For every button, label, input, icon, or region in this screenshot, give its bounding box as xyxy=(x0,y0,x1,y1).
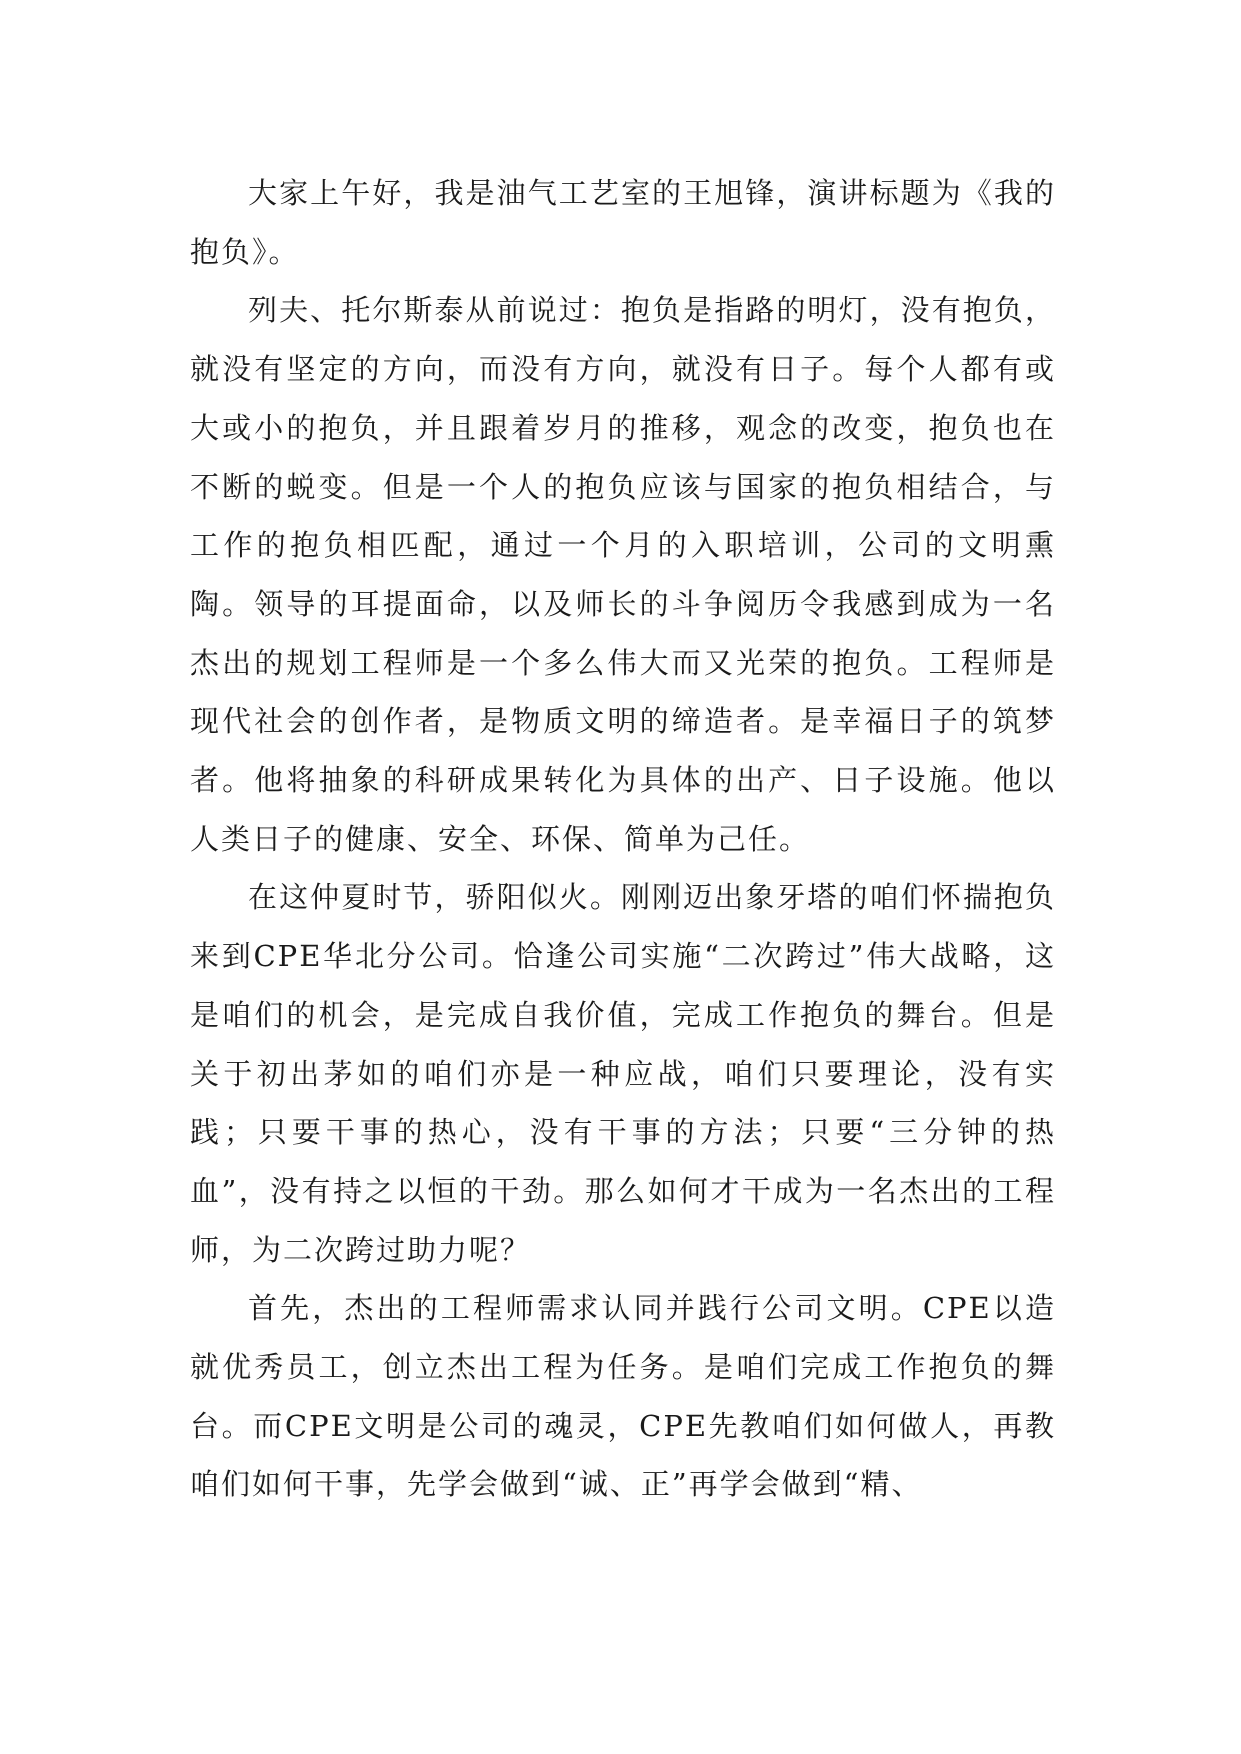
paragraph-summer-arrival: 在这仲夏时节，骄阳似火。刚刚迈出象牙塔的咱们怀揣抱负来到CPE华北分公司。恰逢公司实施“二次跨过”伟大战略，这是咱们的机会，是完成自我价值，完成工作抱负的舞台。但是关于初出茅如的咱们亦是一种应战，咱们只要理论，没有实践；只要干事的热心，没有干事的方法；只要“三分钟的热血”，没有持之以恒的干劲。那么如何才干成为一名杰出的工程师，为二次跨过助力呢？ xyxy=(190,880,1056,1267)
paragraph-ambition-quote: 列夫、托尔斯泰从前说过：抱负是指路的明灯，没有抱负，就没有坚定的方向，而没有方向，就没有日子。每个人都有或大或小的抱负，并且跟着岁月的推移，观念的改变，抱负也在不断的蜕变。但是一个人的抱负应该与国家的抱负相结合，与工作的抱负相匹配，通过一个月的入职培训，公司的文明熏陶。领导的耳提面命，以及师长的斗争阅历令我感到成为一名杰出的规划工程师是一个多么伟大而又光荣的抱负。工程师是现代社会的创作者，是物质文明的缔造者。是幸福日子的筑梦者。他将抽象的科研成果转化为具体的出产、日子设施。他以人类日子的健康、安全、环保、简单为己任。 xyxy=(190,293,1056,856)
document-body xyxy=(190,164,1056,1514)
paragraph-company-culture: 首先，杰出的工程师需求认同并践行公司文明。CPE以造就优秀员工，创立杰出工程为任务。是咱们完成工作抱负的舞台。而CPE文明是公司的魂灵，CPE先教咱们如何做人，再教咱们如何干事，先学会做到“诚、正”再学会做到“精、 xyxy=(190,1291,1056,1502)
paragraph-greeting: 大家上午好，我是油气工艺室的王旭锋，演讲标题为《我的抱负》。 xyxy=(190,176,1056,269)
